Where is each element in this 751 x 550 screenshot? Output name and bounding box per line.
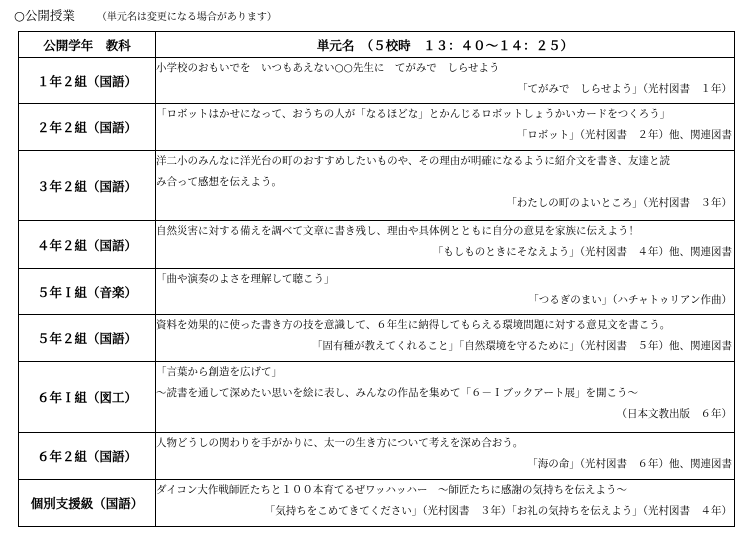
grade-subject-cell: ５年Ｉ組（音楽） xyxy=(19,269,156,315)
unit-description-text: み合って感想を伝えよう。 xyxy=(156,176,282,188)
grade-subject-cell: 個別支援級（国語） xyxy=(19,480,156,527)
unit-cell xyxy=(156,104,735,151)
unit-description-text: ～読書を通して深めたい思いを絵に表し、みんなの作品を集めて「６－Ｉブックアート展」を開こう～ xyxy=(156,387,638,399)
unit-source-text: 「海の命」（光村図書 ６年）他、関連図書 xyxy=(527,458,732,470)
grade-subject-cell: ３年２組（国語） xyxy=(19,151,156,221)
header-grade: 公開学年 教科 xyxy=(19,32,156,58)
table-row xyxy=(19,433,735,480)
unit-source-text: （日本文教出版 ６年） xyxy=(616,408,732,420)
unit-cell xyxy=(156,58,735,104)
table-row xyxy=(19,269,735,315)
grade-subject-cell: ２年２組（国語） xyxy=(19,104,156,151)
section-title: ○公開授業 xyxy=(14,8,75,23)
table-row xyxy=(19,221,735,269)
unit-description-text: 人物どうしの関わりを手がかりに、太一の生き方について考えを深め合おう。 xyxy=(156,437,524,449)
unit-cell xyxy=(156,315,735,362)
unit-cell xyxy=(156,151,735,221)
table-row xyxy=(19,480,735,527)
unit-source-text: 「つるぎのまい」（ハチャトゥリアン作曲） xyxy=(528,294,732,306)
unit-source-text: 「てがみで しらせよう」（光村図書 １年） xyxy=(517,83,732,95)
table-row xyxy=(19,362,735,433)
unit-source-text: 「わたしの町のよいところ」（光村図書 ３年） xyxy=(506,197,732,209)
grade-subject-cell: １年２組（国語） xyxy=(19,58,156,104)
unit-cell xyxy=(156,362,735,433)
grade-subject-cell: ５年２組（国語） xyxy=(19,315,156,362)
unit-description-text: ダイコン大作戦師匠たちと１００本育てるぜワッハッハー ～師匠たちに感謝の気持ちを伝えよう～ xyxy=(156,484,628,496)
table-row xyxy=(19,315,735,362)
unit-source-text: 「もしものときにそなえよう」（光村図書 ４年）他、関連図書 xyxy=(432,246,732,258)
section-heading xyxy=(14,6,277,24)
table-row xyxy=(19,104,735,151)
section-note: （単元名は変更になる場合があります） xyxy=(96,12,277,23)
unit-source-text: 「気持ちをこめてきてください」（光村図書 ３年）「お礼の気持ちを伝えよう」（光村図書 ４年） xyxy=(264,505,732,517)
unit-cell xyxy=(156,269,735,315)
unit-cell xyxy=(156,433,735,480)
header-row xyxy=(19,32,735,58)
unit-description-text: 「言葉から創造を広げて」 xyxy=(156,366,282,378)
unit-description-text: 資料を効果的に使った書き方の技を意識して、６年生に納得してもらえる環境問題に対する意見文を書こう。 xyxy=(156,319,671,331)
grade-subject-cell: ６年Ｉ組（図工） xyxy=(19,362,156,433)
unit-description-text: 「ロボットはかせになって、おうちの人が「なるほどな」とかんじるロボットしょうかいカードをつくろう」 xyxy=(156,108,671,120)
unit-cell xyxy=(156,221,735,269)
grade-subject-cell: ６年２組（国語） xyxy=(19,433,156,480)
grade-subject-cell: ４年２組（国語） xyxy=(19,221,156,269)
table-row xyxy=(19,58,735,104)
open-lesson-table xyxy=(18,31,735,527)
unit-description-text: 小学校のおもいでを いつもあえない○○先生に てがみで しらせよう xyxy=(156,62,500,74)
unit-description-text: 自然災害に対する備えを調べて文章に書き残し、理由や具体例とともに自分の意見を家族に伝えよう！ xyxy=(156,225,639,237)
table-body xyxy=(19,58,735,527)
unit-description-text: 洋二小のみんなに洋光台の町のおすすめしたいものや、その理由が明確になるように紹介文を書き、友達と読 xyxy=(156,155,670,167)
unit-description-text: 「曲や演奏のよさを理解して聴こう」 xyxy=(156,273,335,285)
unit-source-text: 「ロボット」（光村図書 ２年）他、関連図書 xyxy=(516,129,732,141)
header-unit: 単元名 （５校時 １３：４０～１４：２５） xyxy=(156,32,735,58)
unit-source-text: 「固有種が教えてくれること」「自然環境を守るために」（光村図書 ５年）他、関連図書 xyxy=(312,340,732,352)
table-row xyxy=(19,151,735,221)
unit-cell xyxy=(156,480,735,527)
